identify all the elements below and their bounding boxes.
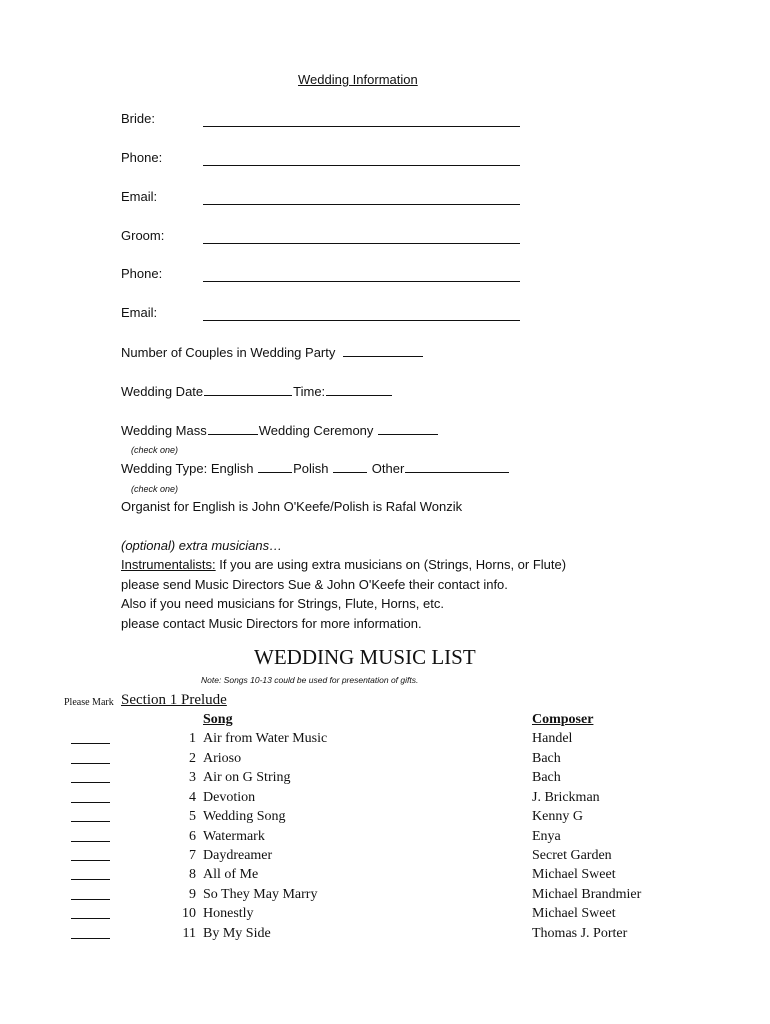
song-number: 11 <box>182 926 196 941</box>
mark-blank[interactable] <box>71 782 110 783</box>
song-row <box>0 867 770 886</box>
composer-header: Composer <box>532 712 594 727</box>
please-mark-label: Please Mark <box>64 697 114 708</box>
english-blank[interactable] <box>258 460 292 473</box>
bride-label: Bride: <box>121 111 155 126</box>
song-row <box>0 790 770 809</box>
song-number: 6 <box>189 829 196 844</box>
song-number: 7 <box>189 848 196 863</box>
couples-label: Number of Couples in Wedding Party <box>121 345 336 360</box>
bride-field-line[interactable] <box>203 126 520 127</box>
groom-label: Groom: <box>121 228 165 243</box>
mass-label: Wedding Mass <box>121 423 207 438</box>
para-line-2: please send Music Directors Sue & John O'Keefe their contact info. <box>121 577 508 592</box>
instrumentalists-line <box>121 557 566 572</box>
ceremony-label: Wedding Ceremony <box>258 423 374 438</box>
song-row <box>0 809 770 828</box>
bride-phone-field-line[interactable] <box>203 165 520 166</box>
mark-blank[interactable] <box>71 821 110 822</box>
mass-ceremony-row <box>121 422 439 438</box>
mark-blank[interactable] <box>71 802 110 803</box>
mark-blank[interactable] <box>71 938 110 939</box>
song-number: 1 <box>189 731 196 746</box>
song-composer: Michael Sweet <box>532 867 616 882</box>
song-composer: Secret Garden <box>532 848 612 863</box>
instrumentalists-label: Instrumentalists: <box>121 557 216 572</box>
song-row <box>0 906 770 925</box>
song-number: 9 <box>189 887 196 902</box>
song-composer: Michael Brandmier <box>532 887 642 902</box>
song-title: Devotion <box>203 790 256 805</box>
mark-blank[interactable] <box>71 899 110 900</box>
song-composer: Kenny G <box>532 809 583 824</box>
music-note: Note: Songs 10-13 could be used for presentation of gifts. <box>201 675 419 685</box>
polish-label: Polish <box>293 461 329 476</box>
song-row <box>0 751 770 770</box>
mass-blank[interactable] <box>208 422 258 435</box>
groom-email-label: Email: <box>121 305 158 320</box>
section-title: Section 1 Prelude <box>121 692 227 708</box>
song-row <box>0 848 770 867</box>
music-list-title: WEDDING MUSIC LIST <box>254 645 476 669</box>
song-row <box>0 770 770 789</box>
song-title: All of Me <box>203 867 259 882</box>
mark-blank[interactable] <box>71 860 110 861</box>
song-header: Song <box>203 712 233 727</box>
couples-row <box>121 344 424 360</box>
form-title: Wedding Information <box>298 72 418 87</box>
bride-email-label: Email: <box>121 189 158 204</box>
wedding-type-row <box>121 460 510 476</box>
groom-email-field-line[interactable] <box>203 320 520 321</box>
song-number: 3 <box>189 770 196 785</box>
time-blank[interactable] <box>326 383 392 396</box>
song-title: Air on G String <box>203 770 291 785</box>
song-number: 8 <box>189 867 196 882</box>
song-number: 2 <box>189 751 196 766</box>
song-row <box>0 731 770 750</box>
song-number: 5 <box>189 809 196 824</box>
song-composer: Handel <box>532 731 573 746</box>
optional-text: (optional) extra musicians… <box>121 538 283 553</box>
couples-blank[interactable] <box>343 344 423 357</box>
ceremony-blank[interactable] <box>378 422 438 435</box>
mark-blank[interactable] <box>71 879 110 880</box>
para-line-4: please contact Music Directors for more information. <box>121 616 422 631</box>
other-label: Other <box>371 461 405 476</box>
mark-blank[interactable] <box>71 763 110 764</box>
groom-phone-field-line[interactable] <box>203 281 520 282</box>
song-composer: J. Brickman <box>532 790 600 805</box>
song-composer: Enya <box>532 829 561 844</box>
mark-blank[interactable] <box>71 743 110 744</box>
song-title: Watermark <box>203 829 265 844</box>
mark-blank[interactable] <box>71 918 110 919</box>
date-time-row <box>121 383 393 399</box>
song-composer: Bach <box>532 770 561 785</box>
song-composer: Bach <box>532 751 561 766</box>
polish-blank[interactable] <box>333 460 367 473</box>
song-title: Honestly <box>203 906 254 921</box>
bride-email-field-line[interactable] <box>203 204 520 205</box>
groom-field-line[interactable] <box>203 243 520 244</box>
song-title: So They May Marry <box>203 887 318 902</box>
song-row <box>0 926 770 945</box>
song-title: Wedding Song <box>203 809 286 824</box>
mark-blank[interactable] <box>71 841 110 842</box>
song-row <box>0 829 770 848</box>
bride-phone-label: Phone: <box>121 150 163 165</box>
para-line-3: Also if you need musicians for Strings, Flute, Horns, etc. <box>121 596 444 611</box>
check-one-note-1: (check one) <box>131 445 179 455</box>
groom-phone-label: Phone: <box>121 266 163 281</box>
song-row <box>0 887 770 906</box>
check-one-note-2: (check one) <box>131 484 179 494</box>
other-blank[interactable] <box>405 460 509 473</box>
type-label: Wedding Type: English <box>121 461 254 476</box>
song-title: Air from Water Music <box>203 731 328 746</box>
song-composer: Thomas J. Porter <box>532 926 628 941</box>
song-title: Arioso <box>203 751 242 766</box>
song-title: Daydreamer <box>203 848 273 863</box>
song-number: 10 <box>182 906 196 921</box>
instrumentalists-text: If you are using extra musicians on (Strings, Horns, or Flute) <box>215 557 567 572</box>
organist-text: Organist for English is John O'Keefe/Polish is Rafal Wonzik <box>121 499 463 514</box>
song-title: By My Side <box>203 926 271 941</box>
time-label: Time: <box>293 384 326 399</box>
song-number: 4 <box>189 790 196 805</box>
song-composer: Michael Sweet <box>532 906 616 921</box>
date-label: Wedding Date <box>121 384 204 399</box>
date-blank[interactable] <box>204 383 292 396</box>
